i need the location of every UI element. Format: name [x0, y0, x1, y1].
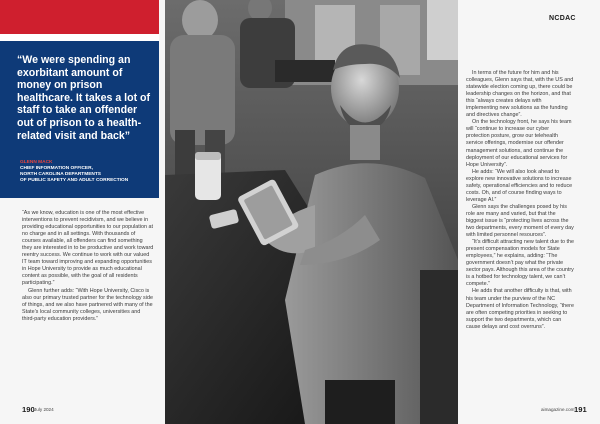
left-body-column	[22, 210, 154, 323]
body-paragraph: Glenn says the challenges posed by his role are many and varied, but that the biggest issue is “protecting lives across the two departments, every moment of every day with limited personnel resources”.	[466, 203, 574, 239]
body-paragraph: In terms of the future for him and his colleagues, Glenn says that, with the US and statewide election coming up, there could be leadership changes on the horizon, and that this “always creates delays with implementing new solutions as the funding and directives change”.	[466, 70, 574, 119]
site-url: aimagazine.com	[541, 407, 575, 412]
body-paragraph: On the technology front, he says his team will “continue to increase our cyber protection posture, grow our telehealth service offerings, modernise our offender management solutions, and continue the deployment of our educational services for Hope University”.	[466, 119, 572, 168]
attribution-title-line: NORTH CAROLINA DEPARTMENTS	[20, 172, 102, 177]
right-page-number: 191	[574, 405, 587, 414]
body-paragraph: “As we know, education is one of the most effective interventions to prevent recidivism, and we believe in providing educational opportunities to our population at no charge and in all settings. With thousands of courses available, all offenders can find something they are interested in to be productive and work toward reentry success. We continue to work with our valued IT team toward improving and expanding opportunities in Hope University to provide as much educational content as possible, with the goal of all residents participating.”	[22, 210, 154, 287]
attribution-title-line: OF PUBLIC SAFETY AND ADULT CORRECTION	[20, 178, 129, 183]
body-paragraph: “It’s difficult attracting new talent due to the present compensation models for State employees,” he explains, adding: “The government doesn’t pay what the private sector pays. Although this area of the country is a hotbed for technology talent, we can’t compete.”	[466, 239, 574, 288]
body-paragraph: He adds: “We will also look ahead to explore new innovative solutions to increase safety, operational efficiencies and to reduce costs. Oh, and of course finding ways to leverage AI.”	[466, 168, 573, 203]
brand-tag: NCDAC	[549, 15, 576, 22]
issue-date: July 2024	[34, 407, 54, 412]
attribution-title-line: CHIEF INFORMATION OFFICER,	[20, 166, 93, 171]
right-body-column	[466, 70, 574, 331]
red-band	[0, 0, 159, 34]
attribution-name: GLENN MACK	[20, 160, 53, 165]
photo-illustration	[165, 0, 458, 424]
feature-photo	[165, 0, 458, 424]
pull-quote: “We were spending an exorbitant amount of money on prison healthcare. It takes a lot of staff to take an offender out of prison to a health-related visit and back”	[17, 54, 151, 142]
white-strip	[0, 34, 159, 41]
left-page-number: 190	[22, 405, 35, 414]
body-paragraph: He adds that another difficulty is that, with his team under the purview of the NC Department of Information Technology, “there are often competing priorities in seeking to support the two departments, which can cause delays and cost overruns”.	[466, 288, 574, 330]
attribution-title	[20, 166, 156, 184]
body-paragraph: Glenn further adds: “With Hope University, Cisco is also our primary trusted partner for the technology side of things, and we also have partnered with many of the State’s local community colleges, universities and third-party education providers.”	[22, 287, 153, 322]
